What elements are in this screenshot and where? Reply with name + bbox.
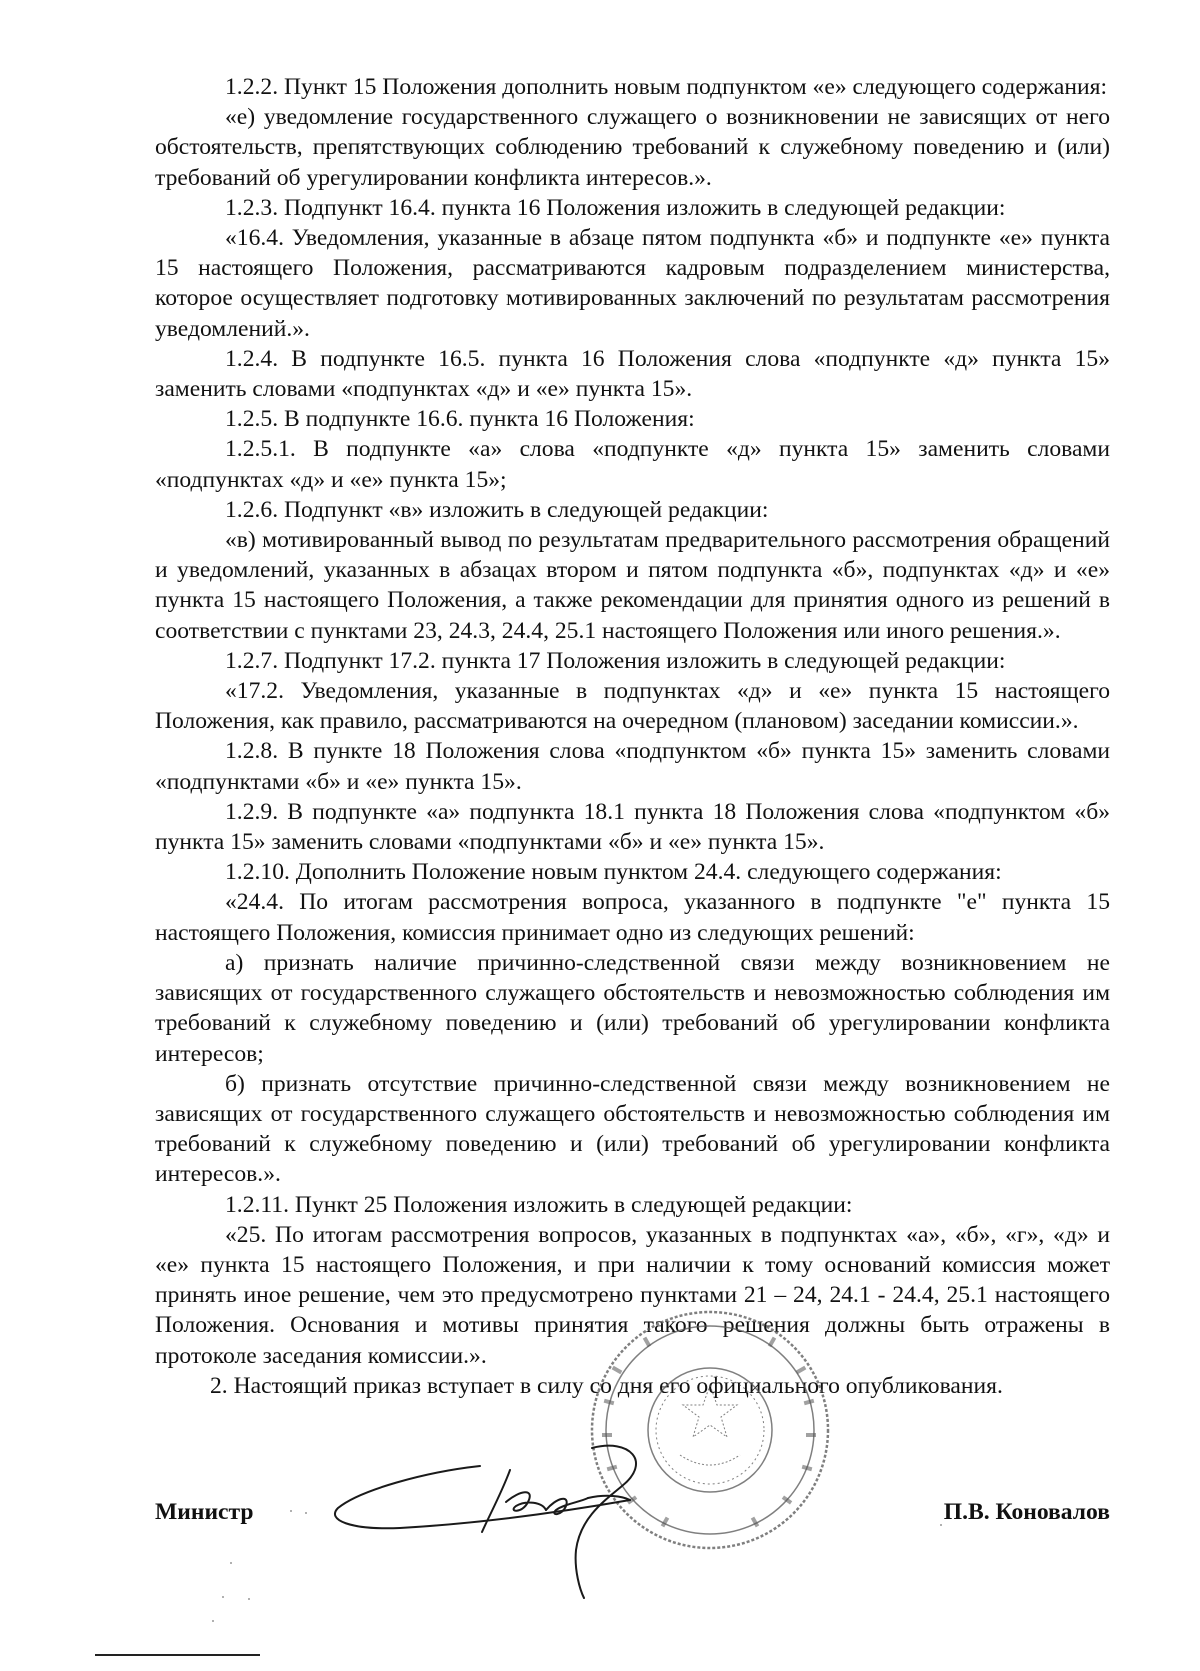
paragraph-1-2-4: 1.2.4. В подпункте 16.5. пункта 16 Положения слова «подпункте «д» пункта 15» заменить словами «подпунктах «д» и «е» пункта 15». [155,345,1110,403]
paragraph-16-4-text: «16.4. Уведомления, указанные в абзаце пятом подпункта «б» и подпункте «е» пункта 15 настоящего Положения, рассматриваются кадровым подразделением министерства, которое осуществляет подготовку мотивированных заключений по результатам рассмотрения уведомлений.». [155,225,1110,342]
paragraph-subitem-v-text: «в) мотивированный вывод по результатам предварительного рассмотрения обращений и уведомлений, указанных в абзацах втором и пятом подпункта «б», подпунктах «д» и «е» пункта 15 настоящего Положения, а также рекомендации для принятия одного из решений в соответствии с пунктами 23, 24.3, 24.4, 25.1 настоящего Положения или иного решения.». [155,527,1110,644]
document-body [155,72,1110,1401]
paragraph-1-2-2: 1.2.2. Пункт 15 Положения дополнить новым подпунктом «е» следующего содержания: [225,74,1108,100]
scan-speck [248,1598,250,1600]
signer-position: Министр [155,1499,254,1525]
scan-speck [222,1596,224,1598]
paragraph-decision-b: б) признать отсутствие причинно-следственной связи между возникновением не зависящих от государственного служащего обстоятельств и невозможностью соблюдения им требований к служебному поведению и (или) требований об урегулировании конфликта интересов.». [155,1070,1110,1188]
paragraph-subitem-e-text: «е) уведомление государственного служащего о возникновении не зависящих от него обстоятельств, препятствующих соблюдению требований к служебному поведению и (или) требований об урегулировании конфликта интересов.». [155,104,1110,191]
paragraph-1-2-5-1: 1.2.5.1. В подпункте «а» слова «подпункте «д» пункта 15» заменить словами «подпунктах «д» и «е» пункта 15»; [155,436,1110,493]
paragraph-1-2-5: 1.2.5. В подпункте 16.6. пункта 16 Положения: [225,406,695,433]
scan-speck [305,1512,307,1514]
paragraph-1-2-7: 1.2.7. Подпункт 17.2. пункта 17 Положения изложить в следующей редакции: [225,647,1006,674]
paragraph-1-2-6: 1.2.6. Подпункт «в» изложить в следующей редакции: [225,496,769,523]
paragraph-1-2-11: 1.2.11. Пункт 25 Положения изложить в следующей редакции: [225,1191,853,1218]
signer-name: П.В. Коновалов [943,1499,1110,1525]
paragraph-17-2-text: «17.2. Уведомления, указанные в подпунктах «д» и «е» пункта 15 настоящего Положения, как правило, рассматриваются на очередном (плановом) заседании комиссии.». [155,678,1110,735]
scan-speck [290,1510,292,1512]
signature-block [155,1499,1110,1539]
paragraph-decision-a: а) признать наличие причинно-следственной связи между возникновением не зависящих от государственного служащего обстоятельств и невозможностью соблюдения им требований к служебному поведению и (или) требований об урегулировании конфликта интересов; [155,949,1110,1067]
footer-rule [95,1654,260,1656]
paragraph-1-2-8: 1.2.8. В пункте 18 Положения слова «подпунктом «б» пункта 15» заменить словами «подпунктами «б» и «е» пункта 15». [155,738,1110,795]
paragraph-24-4-text: «24.4. По итогам рассмотрения вопроса, указанного в подпункте "е" пункта 15 настоящего Положения, комиссия принимает одно из следующих решений: [155,889,1110,946]
scan-speck [230,1562,232,1564]
scan-speck [940,1524,942,1526]
paragraph-effective-date: 2. Настоящий приказ вступает в силу со дня его официального опубликования. [210,1372,1003,1399]
paragraph-1-2-9: 1.2.9. В подпункте «а» подпункта 18.1 пункта 18 Положения слова «подпунктом «б» пункта 15» заменить словами «подпунктами «б» и «е» пункта 15». [155,798,1110,856]
paragraph-1-2-3: 1.2.3. Подпункт 16.4. пункта 16 Положения изложить в следующей редакции: [225,194,1006,221]
paragraph-1-2-10: 1.2.10. Дополнить Положение новым пунктом 24.4. следующего содержания: [225,859,1002,886]
scan-speck [212,1620,214,1622]
paragraph-25-text: «25. По итогам рассмотрения вопросов, указанных в подпунктах «а», «б», «г», «д» и «е» пункта 15 настоящего Положения, и при наличии к тому оснований комиссия может принять иное решение, чем это предусмотрено пунктами 21 – 24, 24.1 - 24.4, 25.1 настоящего Положения. Основания и мотивы принятия такого решения должны быть отражены в протоколе заседания комиссии.». [155,1221,1110,1369]
